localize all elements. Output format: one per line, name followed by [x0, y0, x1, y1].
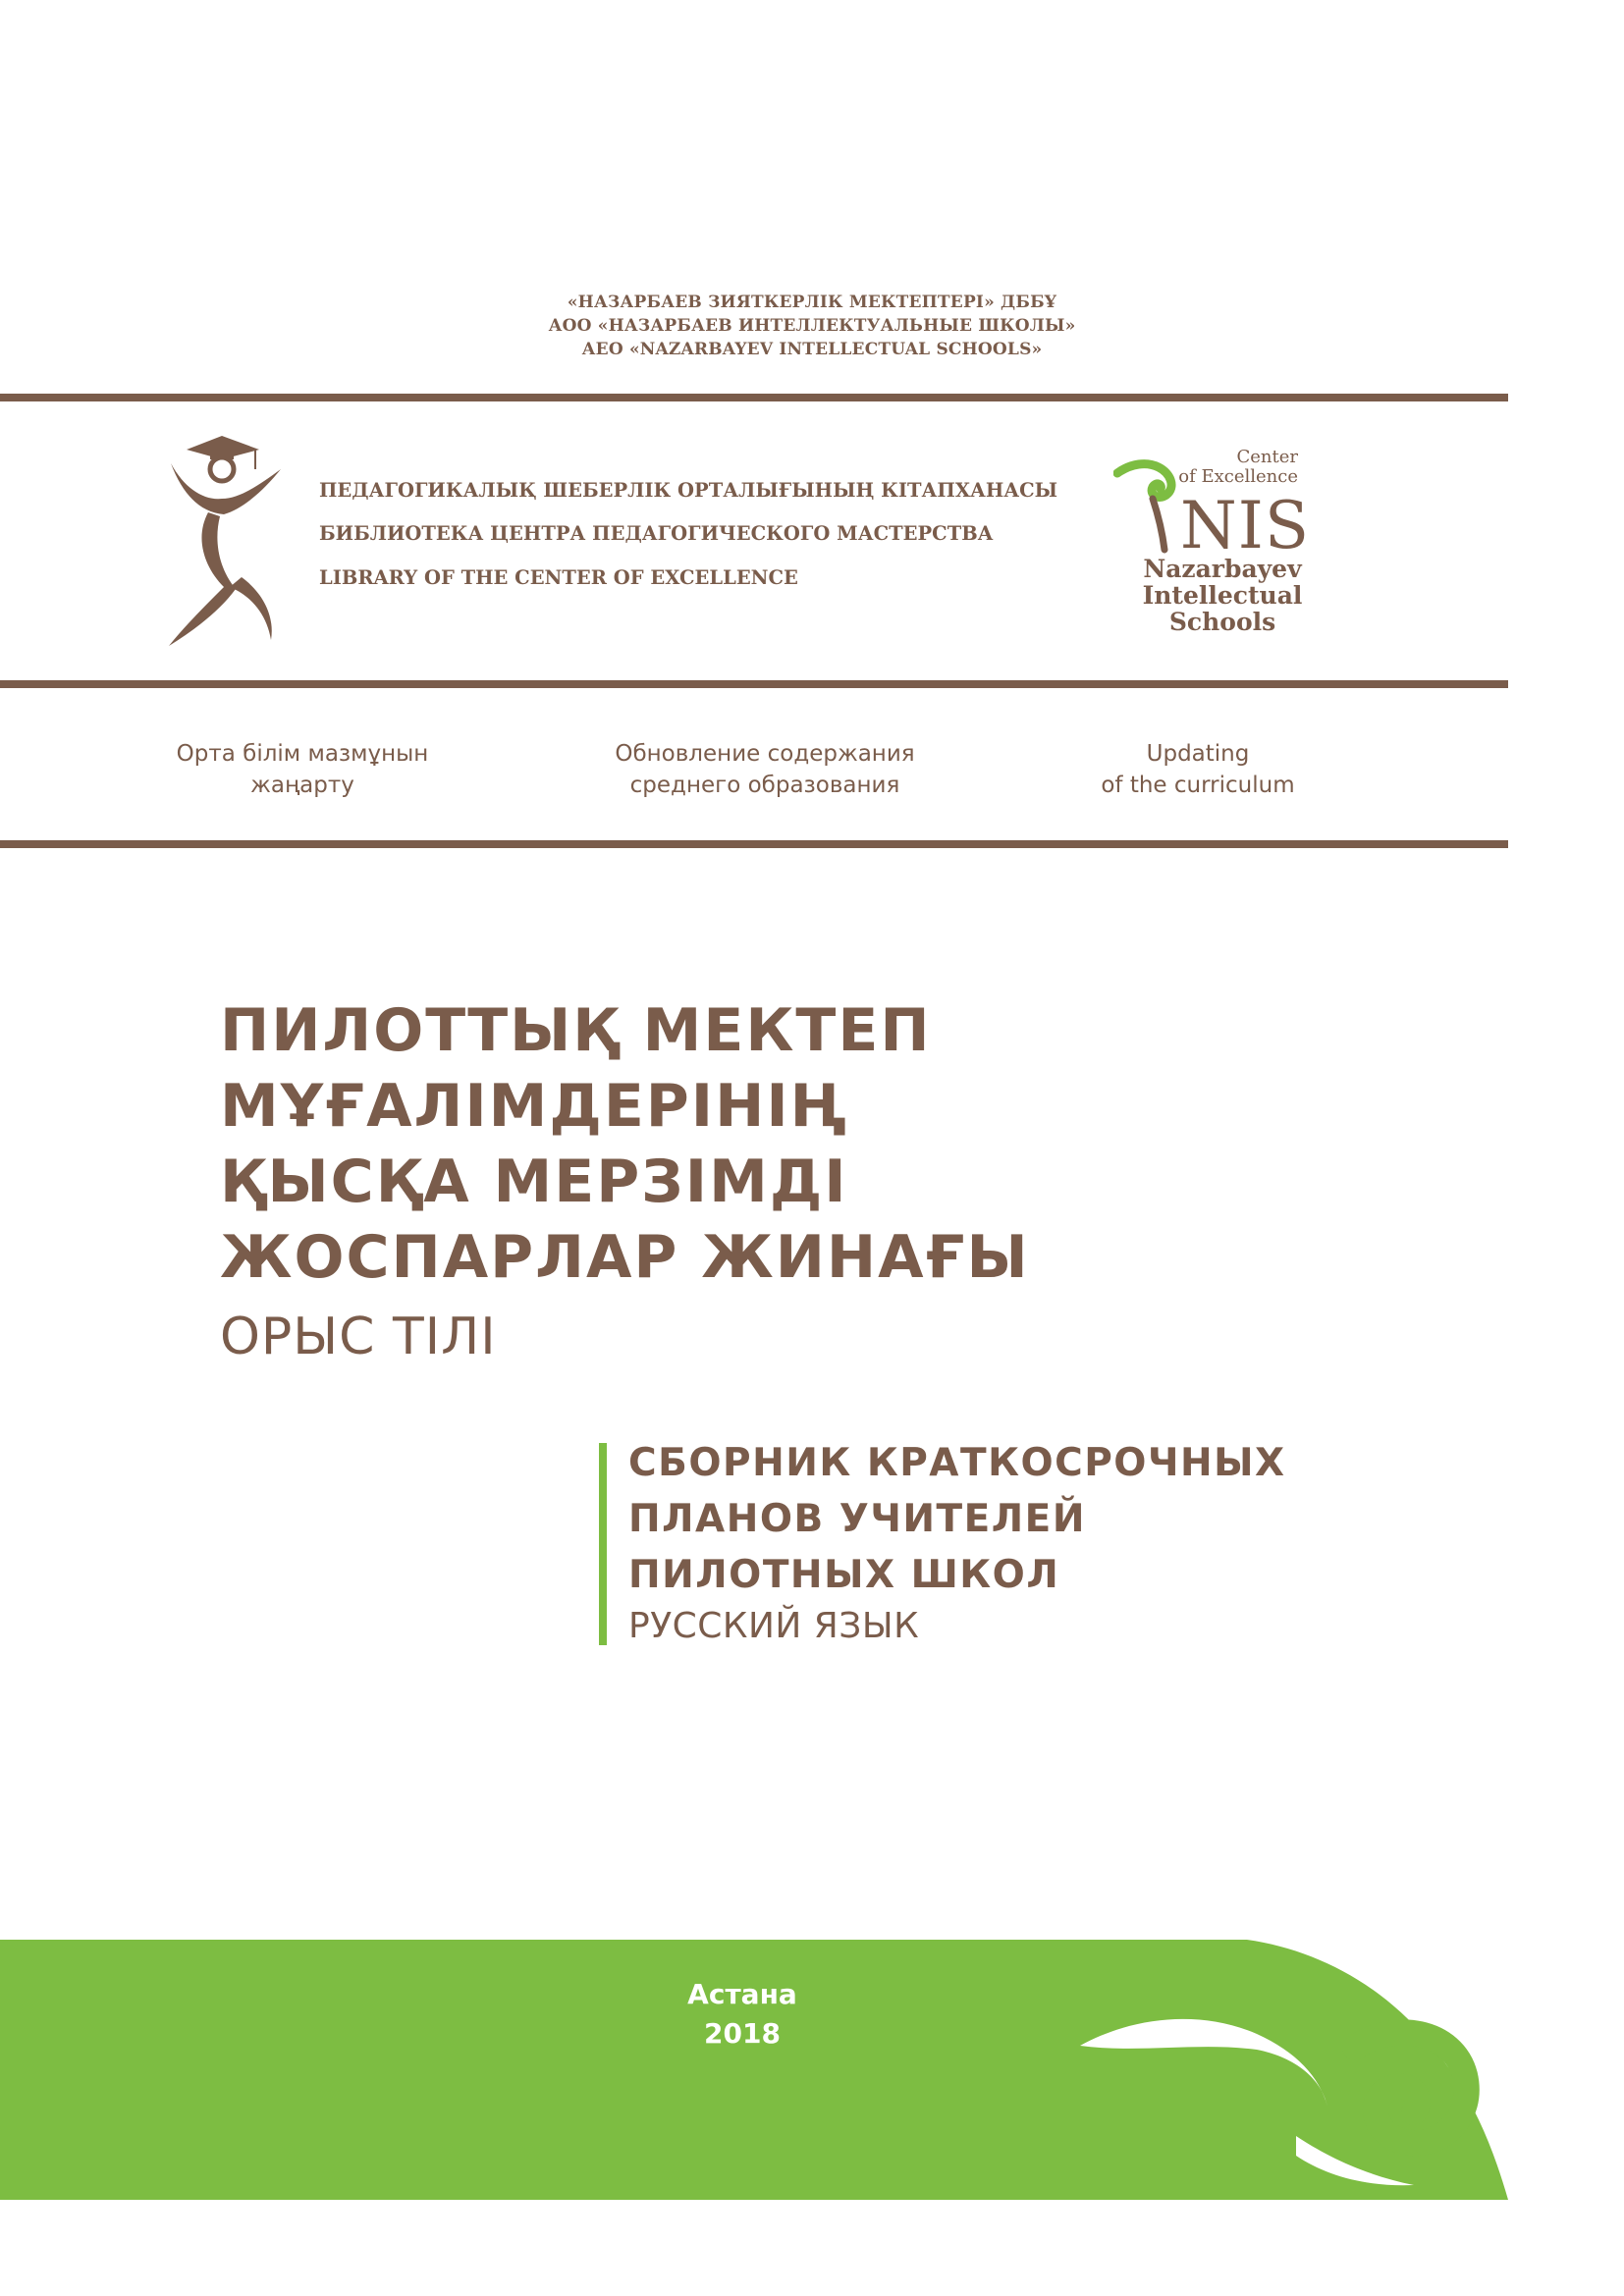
center-of-excellence-logo-icon [165, 430, 293, 648]
nis-name-line-3: Schools [1168, 608, 1276, 636]
nis-name-line-1: Nazarbayev [1143, 555, 1302, 583]
footer-band [0, 1940, 1508, 2200]
curriculum-kz-line-2: жаңарту [250, 773, 354, 798]
title-kz-line-1: ПИЛОТТЫҚ МЕКТЕП [220, 996, 932, 1065]
nis-acronym: NIS [1180, 488, 1311, 563]
nis-center-label: Center [1236, 447, 1298, 467]
org-line-ru: АОО «НАЗАРБАЕВ ИНТЕЛЛЕКТУАЛЬНЫЕ ШКОЛЫ» [548, 316, 1076, 336]
lower-divider [0, 840, 1508, 848]
library-line-kz: ПЕДАГОГИКАЛЫҚ ШЕБЕРЛІК ОРТАЛЫҒЫНЫҢ КІТАПХАНАСЫ [319, 479, 1058, 502]
title-kz-line-2: МҰҒАЛІМДЕРІНІҢ [220, 1072, 849, 1141]
org-line-en: АЕО «NAZARBAYEV INTELLECTUAL SCHOOLS» [581, 340, 1043, 359]
nis-logo [1100, 444, 1316, 650]
curriculum-kz [147, 738, 458, 801]
title-ru-line-3: ПИЛОТНЫХ ШКОЛ [628, 1553, 1060, 1597]
subject-ru: РУССКИЙ ЯЗЫК [628, 1606, 920, 1646]
city-label: Астана [687, 1978, 797, 2010]
green-accent-bar [599, 1443, 607, 1645]
curriculum-en [1060, 738, 1335, 801]
curriculum-ru [583, 738, 947, 801]
subject-kz: ОРЫС ТІЛІ [220, 1308, 497, 1366]
title-kz-line-4: ЖОСПАРЛАР ЖИНАҒЫ [220, 1223, 1030, 1292]
curriculum-en-line-1: Updating [1146, 741, 1250, 767]
nis-name-line-2: Intellectual [1142, 581, 1303, 610]
top-divider [0, 394, 1508, 401]
middle-divider [0, 680, 1508, 688]
curriculum-kz-line-1: Орта білім мазмұнын [176, 741, 429, 767]
library-line-ru: БИБЛИОТЕКА ЦЕНТРА ПЕДАГОГИЧЕСКОГО МАСТЕРСТВА [319, 522, 994, 545]
org-line-kz: «НАЗАРБАЕВ ЗИЯТКЕРЛІК МЕКТЕПТЕРІ» ДББҰ [567, 293, 1057, 312]
year-label: 2018 [704, 2017, 781, 2050]
nis-excellence-label: of Excellence [1178, 466, 1298, 487]
title-ru-line-1: СБОРНИК КРАТКОСРОЧНЫХ [628, 1441, 1286, 1485]
title-ru-line-2: ПЛАНОВ УЧИТЕЛЕЙ [628, 1497, 1086, 1541]
curriculum-en-line-2: of the curriculum [1101, 773, 1295, 798]
title-kz-line-3: ҚЫСҚА МЕРЗІМДІ [220, 1148, 848, 1216]
curriculum-ru-line-1: Обновление содержания [615, 741, 915, 767]
library-line-en: LIBRARY OF THE CENTER OF EXCELLENCE [319, 566, 798, 589]
curriculum-ru-line-2: среднего образования [629, 773, 900, 798]
